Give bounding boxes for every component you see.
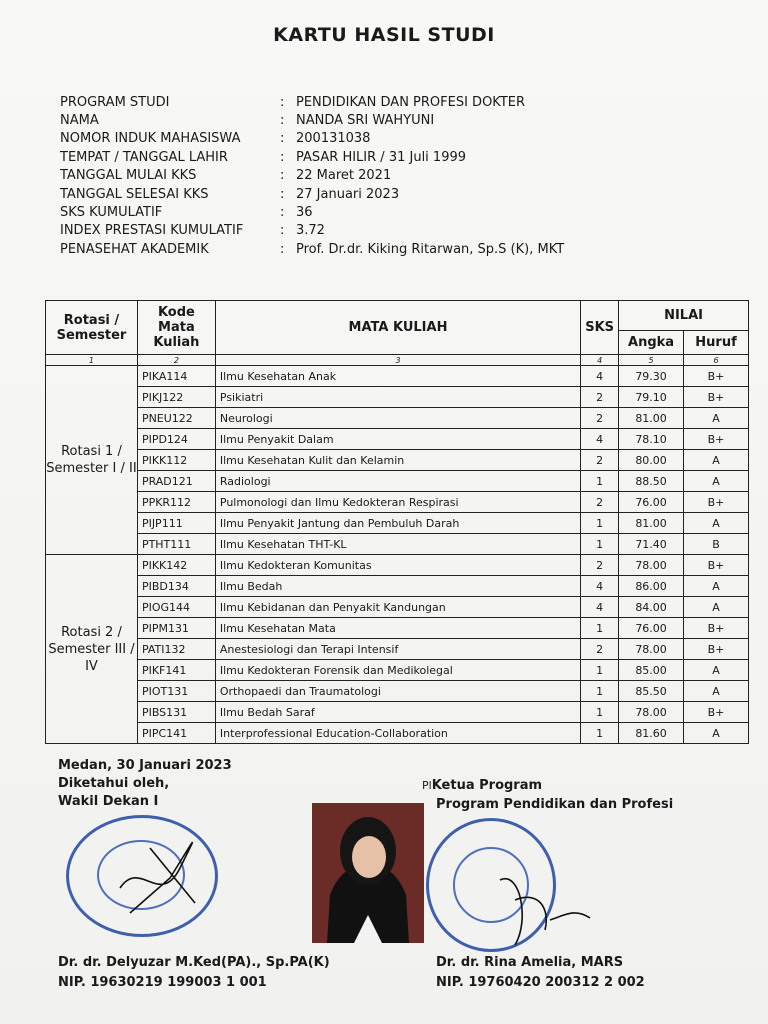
- colnum: 5: [619, 355, 684, 366]
- course-name: Interprofessional Education-Collaboration: [215, 723, 580, 744]
- info-colon: :: [280, 149, 285, 165]
- grade-letter: B+: [684, 702, 749, 723]
- course-name: Ilmu Penyakit Dalam: [215, 429, 580, 450]
- rotation-group-label: Rotasi 1 / Semester I / II: [46, 366, 138, 555]
- grade-letter: B+: [684, 492, 749, 513]
- table-row: [46, 681, 749, 702]
- info-colon: :: [280, 205, 285, 221]
- course-name: Pulmonologi dan Ilmu Kedokteran Respirasi: [215, 492, 580, 513]
- colnum: 2: [137, 355, 215, 366]
- program-head-nip: NIP. 19760420 200312 2 002: [436, 975, 645, 990]
- grade-letter: A: [684, 723, 749, 744]
- table-row: [46, 639, 749, 660]
- course-sks: 1: [581, 660, 619, 681]
- header-rotasi-label: Rotasi / Semester: [56, 312, 127, 343]
- course-code: PIOT131: [137, 681, 215, 702]
- course-name: Ilmu Bedah: [215, 576, 580, 597]
- course-sks: 4: [581, 597, 619, 618]
- info-colon: :: [280, 113, 285, 129]
- header-nilai: NILAI: [619, 301, 749, 331]
- program-head-label: Ketua Program: [431, 778, 543, 793]
- vice-dean-title: Wakil Dekan I: [58, 794, 159, 809]
- course-sks: 1: [581, 513, 619, 534]
- grade-number: 88.50: [619, 471, 684, 492]
- course-name: Anestesiologi dan Terapi Intensif: [215, 639, 580, 660]
- grade-letter: B+: [684, 555, 749, 576]
- table-row: [46, 660, 749, 681]
- header-angka: Angka: [619, 331, 684, 355]
- course-sks: 2: [581, 555, 619, 576]
- course-name: Radiologi: [215, 471, 580, 492]
- grade-letter: A: [684, 681, 749, 702]
- grade-number: 81.00: [619, 513, 684, 534]
- header-kode: [137, 301, 215, 355]
- info-row: [60, 203, 564, 221]
- info-label: TANGGAL SELESAI KKS: [60, 186, 209, 202]
- course-sks: 1: [581, 723, 619, 744]
- course-code: PPKR112: [137, 492, 215, 513]
- table-row: [46, 534, 749, 555]
- grade-letter: B+: [684, 618, 749, 639]
- info-colon: :: [280, 131, 285, 147]
- grades-table: [45, 300, 749, 744]
- table-row: [46, 723, 749, 744]
- course-code: PIPM131: [137, 618, 215, 639]
- info-colon: :: [280, 186, 285, 202]
- grade-number: 76.00: [619, 618, 684, 639]
- course-name: Ilmu Kedokteran Komunitas: [215, 555, 580, 576]
- table-row: [46, 387, 749, 408]
- course-code: PIKJ122: [137, 387, 215, 408]
- grade-number: 78.10: [619, 429, 684, 450]
- grade-number: 84.00: [619, 597, 684, 618]
- info-label: NAMA: [60, 113, 99, 129]
- course-sks: 2: [581, 639, 619, 660]
- course-sks: 4: [581, 576, 619, 597]
- info-value: PENDIDIKAN DAN PROFESI DOKTER: [296, 94, 526, 110]
- info-row: [60, 111, 564, 129]
- course-sks: 1: [581, 702, 619, 723]
- course-name: Ilmu Bedah Saraf: [215, 702, 580, 723]
- grade-number: 81.60: [619, 723, 684, 744]
- info-row: [60, 148, 564, 166]
- colnum: 4: [581, 355, 619, 366]
- course-name: Ilmu Kesehatan Anak: [215, 366, 580, 387]
- course-code: PIKK142: [137, 555, 215, 576]
- grade-letter: A: [684, 576, 749, 597]
- table-row: [46, 513, 749, 534]
- table-row: [46, 429, 749, 450]
- info-label: PENASEHAT AKADEMIK: [60, 241, 209, 257]
- grade-number: 78.00: [619, 702, 684, 723]
- table-row: [46, 702, 749, 723]
- grade-number: 81.00: [619, 408, 684, 429]
- grade-letter: B: [684, 534, 749, 555]
- document-title: KARTU HASIL STUDI: [273, 24, 495, 46]
- place-date: Medan, 30 Januari 2023: [58, 758, 232, 773]
- course-name: Ilmu Kedokteran Forensik dan Medikolegal: [215, 660, 580, 681]
- info-value: NANDA SRI WAHYUNI: [296, 113, 435, 129]
- header-kode-label: Kode Mata Kuliah: [153, 305, 200, 350]
- info-colon: :: [280, 223, 285, 239]
- table-row: [46, 576, 749, 597]
- column-number-row: [46, 355, 749, 366]
- course-code: PTHT111: [137, 534, 215, 555]
- info-value: PASAR HILIR / 31 Juli 1999: [296, 149, 467, 165]
- course-code: PIKF141: [137, 660, 215, 681]
- course-code: PIPC141: [137, 723, 215, 744]
- grade-number: 79.10: [619, 387, 684, 408]
- grade-number: 76.00: [619, 492, 684, 513]
- program-head-name: Dr. dr. Rina Amelia, MARS: [436, 955, 624, 970]
- grade-letter: A: [684, 513, 749, 534]
- student-photo: [312, 803, 424, 943]
- course-name: Psikiatri: [215, 387, 580, 408]
- colnum: 3: [215, 355, 580, 366]
- grade-letter: A: [684, 660, 749, 681]
- info-colon: :: [280, 241, 285, 257]
- info-row: [60, 222, 564, 240]
- course-sks: 1: [581, 534, 619, 555]
- grade-letter: A: [684, 597, 749, 618]
- grade-letter: B+: [684, 366, 749, 387]
- header-rotasi: [46, 301, 138, 355]
- info-label: NOMOR INDUK MAHASISWA: [60, 131, 241, 147]
- grade-number: 78.00: [619, 639, 684, 660]
- course-code: PRAD121: [137, 471, 215, 492]
- colnum: 1: [46, 355, 138, 366]
- info-label: TEMPAT / TANGGAL LAHIR: [60, 149, 228, 165]
- info-row: [60, 240, 564, 258]
- table-row: [46, 471, 749, 492]
- info-colon: :: [280, 94, 285, 110]
- known-by: Diketahui oleh,: [58, 776, 170, 791]
- grade-letter: A: [684, 450, 749, 471]
- course-code: PIJP111: [137, 513, 215, 534]
- colnum: 6: [684, 355, 749, 366]
- grade-letter: B+: [684, 429, 749, 450]
- info-value: 22 Maret 2021: [296, 168, 392, 184]
- grade-number: 86.00: [619, 576, 684, 597]
- rotation-group-label: Rotasi 2 / Semester III / IV: [46, 555, 138, 744]
- info-value: 36: [296, 205, 313, 221]
- course-code: PATI132: [137, 639, 215, 660]
- course-name: Ilmu Kesehatan THT-KL: [215, 534, 580, 555]
- course-sks: 2: [581, 492, 619, 513]
- signature-right: [490, 860, 600, 950]
- course-name: Ilmu Kesehatan Kulit dan Kelamin: [215, 450, 580, 471]
- grade-number: 79.30: [619, 366, 684, 387]
- info-label: SKS KUMULATIF: [60, 205, 163, 221]
- header-sks: SKS: [581, 301, 619, 355]
- info-row: [60, 185, 564, 203]
- table-row: [46, 450, 749, 471]
- table-row: [46, 366, 749, 387]
- header-mata-kuliah: MATA KULIAH: [215, 301, 580, 355]
- info-label: TANGGAL MULAI KKS: [60, 168, 197, 184]
- vice-dean-nip: NIP. 19630219 199003 1 001: [58, 975, 267, 990]
- info-row: [60, 167, 564, 185]
- course-sks: 1: [581, 681, 619, 702]
- program-name: Program Pendidikan dan Profesi: [436, 797, 674, 812]
- grade-number: 80.00: [619, 450, 684, 471]
- grade-number: 78.00: [619, 555, 684, 576]
- course-code: PNEU122: [137, 408, 215, 429]
- info-label: INDEX PRESTASI KUMULATIF: [60, 223, 244, 239]
- course-code: PIKK112: [137, 450, 215, 471]
- course-sks: 1: [581, 471, 619, 492]
- course-sks: 4: [581, 366, 619, 387]
- grade-letter: A: [684, 471, 749, 492]
- info-value: 3.72: [296, 223, 325, 239]
- program-head-title: PlKetua Program: [422, 778, 543, 793]
- course-code: PIBS131: [137, 702, 215, 723]
- grade-number: 71.40: [619, 534, 684, 555]
- course-sks: 2: [581, 387, 619, 408]
- signature-left: [100, 818, 210, 928]
- header-huruf: Huruf: [684, 331, 749, 355]
- course-sks: 4: [581, 429, 619, 450]
- grade-number: 85.00: [619, 660, 684, 681]
- grade-letter: B+: [684, 639, 749, 660]
- course-sks: 2: [581, 450, 619, 471]
- course-sks: 1: [581, 618, 619, 639]
- info-value: 27 Januari 2023: [296, 186, 400, 202]
- table-row: [46, 597, 749, 618]
- course-code: PIKA114: [137, 366, 215, 387]
- table-row: [46, 555, 749, 576]
- course-code: PIPD124: [137, 429, 215, 450]
- table-row: [46, 618, 749, 639]
- student-info: [60, 93, 564, 259]
- grade-letter: B+: [684, 387, 749, 408]
- info-value: Prof. Dr.dr. Kiking Ritarwan, Sp.S (K), MKT: [296, 241, 565, 257]
- grade-letter: A: [684, 408, 749, 429]
- course-name: Ilmu Kesehatan Mata: [215, 618, 580, 639]
- course-name: Ilmu Kebidanan dan Penyakit Kandungan: [215, 597, 580, 618]
- course-sks: 2: [581, 408, 619, 429]
- course-name: Orthopaedi dan Traumatologi: [215, 681, 580, 702]
- info-colon: :: [280, 168, 285, 184]
- table-row: [46, 408, 749, 429]
- course-name: Neurologi: [215, 408, 580, 429]
- course-code: PIBD134: [137, 576, 215, 597]
- info-row: [60, 130, 564, 148]
- info-row: [60, 93, 564, 111]
- vice-dean-name: Dr. dr. Delyuzar M.Ked(PA)., Sp.PA(K): [58, 955, 330, 970]
- info-value: 200131038: [296, 131, 371, 147]
- info-label: PROGRAM STUDI: [60, 94, 170, 110]
- grade-number: 85.50: [619, 681, 684, 702]
- table-row: [46, 492, 749, 513]
- course-code: PIOG144: [137, 597, 215, 618]
- course-name: Ilmu Penyakit Jantung dan Pembuluh Darah: [215, 513, 580, 534]
